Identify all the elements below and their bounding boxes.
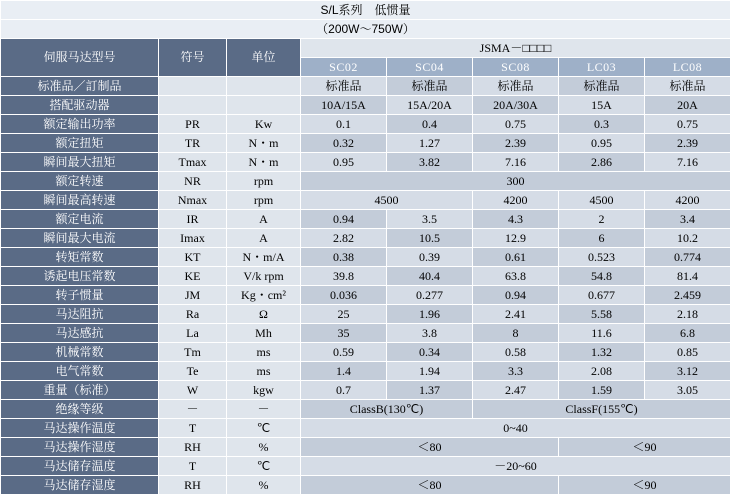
row-value: 4200 <box>473 191 559 210</box>
row-label: 额定输出功率 <box>1 115 159 134</box>
table-header-row <box>1 39 731 58</box>
row-value: 5.58 <box>559 305 645 324</box>
row-unit: rpm <box>227 191 301 210</box>
header-model-sc08: SC08 <box>473 58 559 77</box>
row-value: 0.85 <box>645 343 731 362</box>
row-value: 标准品 <box>559 77 645 96</box>
row-unit <box>227 96 301 115</box>
header-col-label: 伺服马达型号 <box>1 39 159 77</box>
row-unit: － <box>227 400 301 419</box>
row-value: 4500 <box>559 191 645 210</box>
row-label: 转矩常数 <box>1 248 159 267</box>
row-label: 瞬间最高转速 <box>1 191 159 210</box>
row-value: 0.95 <box>301 153 387 172</box>
row-label: 额定电流 <box>1 210 159 229</box>
table-row <box>1 248 731 267</box>
row-label: 马达操作湿度 <box>1 438 159 457</box>
row-label: 机械常数 <box>1 343 159 362</box>
row-value: 标准品 <box>473 77 559 96</box>
row-label: 马达阻抗 <box>1 305 159 324</box>
row-value: 25 <box>301 305 387 324</box>
row-value: 11.6 <box>559 324 645 343</box>
row-value: 0.94 <box>301 210 387 229</box>
row-value: 7.16 <box>645 153 731 172</box>
row-value: 1.4 <box>301 362 387 381</box>
row-symbol: KE <box>159 267 227 286</box>
doc-title-line2: （200W～750W） <box>1 20 731 39</box>
row-value: 2 <box>559 210 645 229</box>
row-value: 2.459 <box>645 286 731 305</box>
row-unit: Ω <box>227 305 301 324</box>
row-value: 20A/30A <box>473 96 559 115</box>
header-model-lc03: LC03 <box>559 58 645 77</box>
row-unit: kgw <box>227 381 301 400</box>
table-row <box>1 96 731 115</box>
row-unit <box>227 77 301 96</box>
table-row <box>1 438 731 457</box>
row-value: ClassB(130℃) <box>301 400 473 419</box>
row-symbol: W <box>159 381 227 400</box>
row-value: 35 <box>301 324 387 343</box>
row-value: 3.5 <box>387 210 473 229</box>
row-value: 0.75 <box>645 115 731 134</box>
row-symbol <box>159 77 227 96</box>
table-row <box>1 476 731 495</box>
row-value: 0.61 <box>473 248 559 267</box>
row-value: 40.4 <box>387 267 473 286</box>
row-symbol: T <box>159 457 227 476</box>
header-col-unit: 单位 <box>227 39 301 77</box>
row-symbol: Nmax <box>159 191 227 210</box>
row-symbol: TR <box>159 134 227 153</box>
row-symbol: Tmax <box>159 153 227 172</box>
row-value: 1.32 <box>559 343 645 362</box>
table-row <box>1 400 731 419</box>
row-value: 0~40 <box>301 419 731 438</box>
row-value: 63.8 <box>473 267 559 286</box>
row-symbol: Te <box>159 362 227 381</box>
row-value: 2.41 <box>473 305 559 324</box>
table-row <box>1 134 731 153</box>
table-row <box>1 343 731 362</box>
header-model-sc04: SC04 <box>387 58 473 77</box>
row-value: 0.75 <box>473 115 559 134</box>
row-value: 0.38 <box>301 248 387 267</box>
row-label: 额定转速 <box>1 172 159 191</box>
row-value: 0.58 <box>473 343 559 362</box>
row-unit: % <box>227 476 301 495</box>
row-value: 0.523 <box>559 248 645 267</box>
table-row <box>1 210 731 229</box>
row-value: 2.18 <box>645 305 731 324</box>
row-value: 0.3 <box>559 115 645 134</box>
row-unit: ms <box>227 343 301 362</box>
row-value: 3.3 <box>473 362 559 381</box>
row-value: －20~60 <box>301 457 731 476</box>
row-value: 0.34 <box>387 343 473 362</box>
table-row <box>1 115 731 134</box>
header-model-lc08: LC08 <box>645 58 731 77</box>
row-value: 标准品 <box>645 77 731 96</box>
row-unit: N・m/A <box>227 248 301 267</box>
row-value: 6.8 <box>645 324 731 343</box>
row-value: 15A <box>559 96 645 115</box>
row-value: 300 <box>301 172 731 191</box>
row-value: 标准品 <box>387 77 473 96</box>
row-value: ＜80 <box>301 476 559 495</box>
row-label: 瞬间最大电流 <box>1 229 159 248</box>
row-value: 3.12 <box>645 362 731 381</box>
row-unit: ms <box>227 362 301 381</box>
table-row <box>1 77 731 96</box>
row-value: 1.96 <box>387 305 473 324</box>
row-value: 2.86 <box>559 153 645 172</box>
row-symbol <box>159 96 227 115</box>
row-label: 转子惯量 <box>1 286 159 305</box>
row-unit: rpm <box>227 172 301 191</box>
table-row <box>1 267 731 286</box>
row-value: 0.95 <box>559 134 645 153</box>
row-unit: V/k rpm <box>227 267 301 286</box>
row-unit: N・m <box>227 153 301 172</box>
row-symbol: Imax <box>159 229 227 248</box>
row-label: 重量（标准） <box>1 381 159 400</box>
row-label: 马达操作温度 <box>1 419 159 438</box>
row-label: 额定扭矩 <box>1 134 159 153</box>
row-symbol: T <box>159 419 227 438</box>
row-value: 0.1 <box>301 115 387 134</box>
table-row <box>1 324 731 343</box>
row-label: 电气常数 <box>1 362 159 381</box>
row-label: 马达储存温度 <box>1 457 159 476</box>
row-symbol: La <box>159 324 227 343</box>
header-model-sc02: SC02 <box>301 58 387 77</box>
row-value: 1.94 <box>387 362 473 381</box>
table-row <box>1 172 731 191</box>
table-row <box>1 362 731 381</box>
table-row <box>1 419 731 438</box>
row-symbol: IR <box>159 210 227 229</box>
title-row-1 <box>1 1 731 20</box>
row-value: 10A/15A <box>301 96 387 115</box>
row-value: 10.2 <box>645 229 731 248</box>
row-value: ＜80 <box>301 438 559 457</box>
row-value: 10.5 <box>387 229 473 248</box>
row-value: 0.677 <box>559 286 645 305</box>
header-col-symbol: 符号 <box>159 39 227 77</box>
row-label: 马达储存湿度 <box>1 476 159 495</box>
row-value: 12.9 <box>473 229 559 248</box>
row-value: 1.37 <box>387 381 473 400</box>
row-value: 6 <box>559 229 645 248</box>
row-unit: % <box>227 438 301 457</box>
row-symbol: RH <box>159 438 227 457</box>
row-value: 7.16 <box>473 153 559 172</box>
row-value: 8 <box>473 324 559 343</box>
row-value: ＜90 <box>559 476 731 495</box>
row-value: 0.4 <box>387 115 473 134</box>
row-value: 0.7 <box>301 381 387 400</box>
row-value: 3.4 <box>645 210 731 229</box>
title-row-2 <box>1 20 731 39</box>
row-value: 3.05 <box>645 381 731 400</box>
row-symbol: Ra <box>159 305 227 324</box>
row-value: 0.94 <box>473 286 559 305</box>
row-value: ＜90 <box>559 438 731 457</box>
table-row <box>1 305 731 324</box>
row-value: 0.036 <box>301 286 387 305</box>
row-value: 2.39 <box>473 134 559 153</box>
row-value: 54.8 <box>559 267 645 286</box>
doc-title-line1: S/L系列 低惯量 <box>1 1 731 20</box>
row-value: 81.4 <box>645 267 731 286</box>
row-symbol: RH <box>159 476 227 495</box>
row-symbol: PR <box>159 115 227 134</box>
row-label: 搭配驱动器 <box>1 96 159 115</box>
row-value: 2.47 <box>473 381 559 400</box>
row-unit: A <box>227 210 301 229</box>
row-value: 0.32 <box>301 134 387 153</box>
table-row <box>1 191 731 210</box>
row-symbol: JM <box>159 286 227 305</box>
row-label: 绝缘等级 <box>1 400 159 419</box>
row-value: 20A <box>645 96 731 115</box>
row-value: 0.277 <box>387 286 473 305</box>
row-value: 1.27 <box>387 134 473 153</box>
table-row <box>1 153 731 172</box>
row-value: 0.39 <box>387 248 473 267</box>
row-symbol: － <box>159 400 227 419</box>
row-value: 4200 <box>645 191 731 210</box>
row-label: 诱起电压常数 <box>1 267 159 286</box>
header-model-group: JSMA－□□□□ <box>301 39 731 58</box>
row-value: 39.8 <box>301 267 387 286</box>
row-unit: Mh <box>227 324 301 343</box>
row-label: 瞬间最大扭矩 <box>1 153 159 172</box>
row-value: ClassF(155℃) <box>473 400 731 419</box>
row-value: 2.08 <box>559 362 645 381</box>
row-value: 4500 <box>301 191 473 210</box>
row-symbol: KT <box>159 248 227 267</box>
row-unit: Kw <box>227 115 301 134</box>
row-unit: ℃ <box>227 457 301 476</box>
row-value: 1.59 <box>559 381 645 400</box>
table-row <box>1 381 731 400</box>
row-value: 3.8 <box>387 324 473 343</box>
row-unit: A <box>227 229 301 248</box>
table-row <box>1 286 731 305</box>
row-label: 马达感抗 <box>1 324 159 343</box>
row-value: 2.39 <box>645 134 731 153</box>
row-unit: N・m <box>227 134 301 153</box>
row-value: 2.82 <box>301 229 387 248</box>
row-value: 0.774 <box>645 248 731 267</box>
row-symbol: NR <box>159 172 227 191</box>
row-unit: ℃ <box>227 419 301 438</box>
row-value: 3.82 <box>387 153 473 172</box>
table-row <box>1 229 731 248</box>
row-value: 0.59 <box>301 343 387 362</box>
row-value: 标准品 <box>301 77 387 96</box>
row-value: 15A/20A <box>387 96 473 115</box>
row-unit: Kg・cm² <box>227 286 301 305</box>
row-value: 4.3 <box>473 210 559 229</box>
row-label: 标准品／訂制品 <box>1 77 159 96</box>
table-row <box>1 457 731 476</box>
row-symbol: Tm <box>159 343 227 362</box>
